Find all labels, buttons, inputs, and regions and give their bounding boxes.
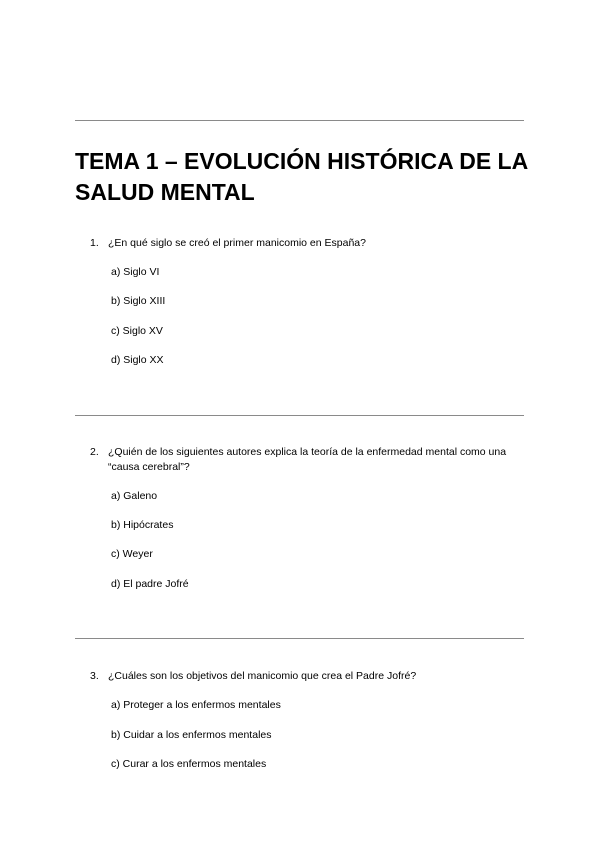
question-1-option-c: c) Siglo XV [111, 325, 163, 337]
question-text: ¿En qué siglo se creó el primer manicomio en España? [108, 237, 366, 249]
question-3-option-b: b) Cuidar a los enfermos mentales [111, 729, 272, 741]
question-1-option-b: b) Siglo XIII [111, 295, 166, 307]
question-2 [90, 445, 530, 475]
section-divider [75, 415, 524, 416]
page-title: TEMA 1 – EVOLUCIÓN HISTÓRICA DE LA SALUD MENTAL [75, 148, 528, 205]
question-3 [90, 669, 530, 684]
question-2-option-c: c) Weyer [111, 548, 153, 560]
question-number: 2. [90, 446, 99, 458]
question-1-option-a: a) Siglo VI [111, 266, 160, 278]
question-3-option-c: c) Curar a los enfermos mentales [111, 758, 267, 770]
question-text: ¿Quién de los siguientes autores explica la teoría de la enfermedad mental como una “causa cerebral”? [108, 446, 507, 473]
question-1 [90, 236, 530, 251]
question-number: 1. [90, 237, 99, 249]
question-text: ¿Cuáles son los objetivos del manicomio que crea el Padre Jofré? [108, 670, 417, 682]
question-2-option-a: a) Galeno [111, 490, 158, 502]
question-3-option-a: a) Proteger a los enfermos mentales [111, 699, 281, 711]
question-2-option-b: b) Hipócrates [111, 519, 174, 531]
question-2-option-d: d) El padre Jofré [111, 578, 189, 590]
question-number: 3. [90, 670, 99, 682]
top-divider [75, 120, 524, 121]
question-1-option-d: d) Siglo XX [111, 354, 164, 366]
section-divider [75, 638, 524, 639]
